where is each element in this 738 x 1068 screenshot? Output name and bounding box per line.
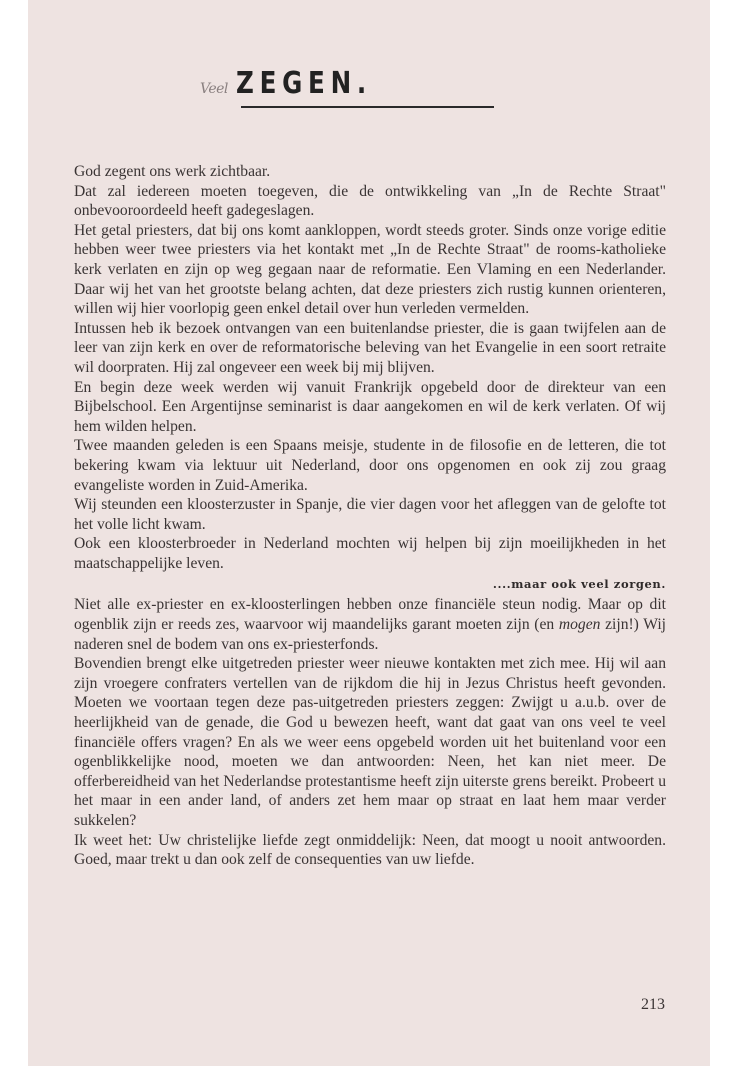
paragraph: Wij steunden een kloosterzuster in Spanje, die vier dagen voor het afleggen van de gelofte tot het volle licht kwam. xyxy=(74,496,666,533)
paragraph: Twee maanden geleden is een Spaans meisje, studente in de filosofie en de letteren, die tot bekering kwam via lektuur uit Nederland, door ons opgenomen en ook zij zou graag evangeliste worden in Zuid-Amerika. xyxy=(74,437,666,494)
emphasis-text: mogen xyxy=(558,616,601,634)
paragraph xyxy=(74,595,666,654)
article-heading xyxy=(200,66,402,106)
paragraph-text: Niet alle ex-priester en ex-kloosterlingen hebben onze financiële steun nodig. Maar op dit ogenblik zijn er reeds zes, waarvoor wij maandelijks garant moeten zijn (en xyxy=(74,596,666,634)
heading-script-prefix: Veel xyxy=(200,81,228,97)
paragraph: Het getal priesters, dat bij ons komt aankloppen, wordt steeds groter. Sinds onze vorige editie hebben weer twee priesters via het kontakt met „In de Rechte Straat" de rooms-katholieke kerk verlaten en zijn op weg gegaan naar de reformatie. Een Vlaming en een Nederlander. Daar wij het van het grootste belang achten, dat deze priesters zich rustig kunnen orienteren, willen wij hier voorlopig geen enkel detail over hun verleden vermelden. xyxy=(74,221,666,318)
article-body xyxy=(74,162,666,870)
paragraph: God zegent ons werk zichtbaar. xyxy=(74,163,271,180)
paragraph-text: zijn!) Wij naderen snel de bodem van ons ex-priesterfonds. xyxy=(74,616,666,653)
paragraph: Dat zal iedereen moeten toegeven, die de ontwikkeling van „In de Rechte Straat" onbevooroordeeld heeft gadegeslagen. xyxy=(74,182,666,220)
paragraph: Ook een kloosterbroeder in Nederland mochten wij helpen bij zijn moeilijkheden in het maatschappelijke leven. xyxy=(74,535,666,572)
heading-title: ZEGEN. xyxy=(235,66,372,101)
subheading: ....maar ook veel zorgen. xyxy=(492,577,666,592)
heading-underline xyxy=(241,106,494,108)
paragraph: En begin deze week werden wij vanuit Frankrijk opgebeld door de direkteur van een Bijbelschool. Een Argentijnse seminarist is daar aangekomen en wil de kerk verlaten. Of wij hem wilden helpen. xyxy=(74,378,666,435)
paragraph: Intussen heb ik bezoek ontvangen van een buitenlandse priester, die is gaan twijfelen aan de leer van zijn kerk en over de reformatorische beleving van het Evangelie in een soort retraite wil doorpraten. Hij zal ongeveer een week bij mij blijven. xyxy=(74,319,666,376)
paragraph: Ik weet het: Uw christelijke liefde zegt onmiddelijk: Neen, dat moogt u nooit antwoorden. Goed, maar trekt u dan ook zelf de consequenties van uw liefde. xyxy=(74,831,666,869)
page-number: 213 xyxy=(641,996,665,1013)
paragraph: Bovendien brengt elke uitgetreden priester weer nieuwe kontakten met zich mee. Hij wil aan zijn vroegere confraters vertellen van de rijkdom die hij in Jezus Christus heeft gevonden. Moeten we voortaan tegen deze pas-uitgetreden priesters zeggen: Zwijgt u a.u.b. over de heerlijkheid van de genade, die God u bewezen heeft, want dat gaat van ons veel te veel financiële offers vragen? En als we weer eens opgebeld worden uit het buitenland voor een ogenblikkelijke nood, moeten we dan antwoorden: Neen, het kan niet meer. De offerbereidheid van het Nederlandse protestantisme heeft zijn uiterste grens bereikt. Probeert u het maar in een ander land, of anders zet hem maar op straat en laat hem maar verder sukkelen? xyxy=(74,655,666,829)
